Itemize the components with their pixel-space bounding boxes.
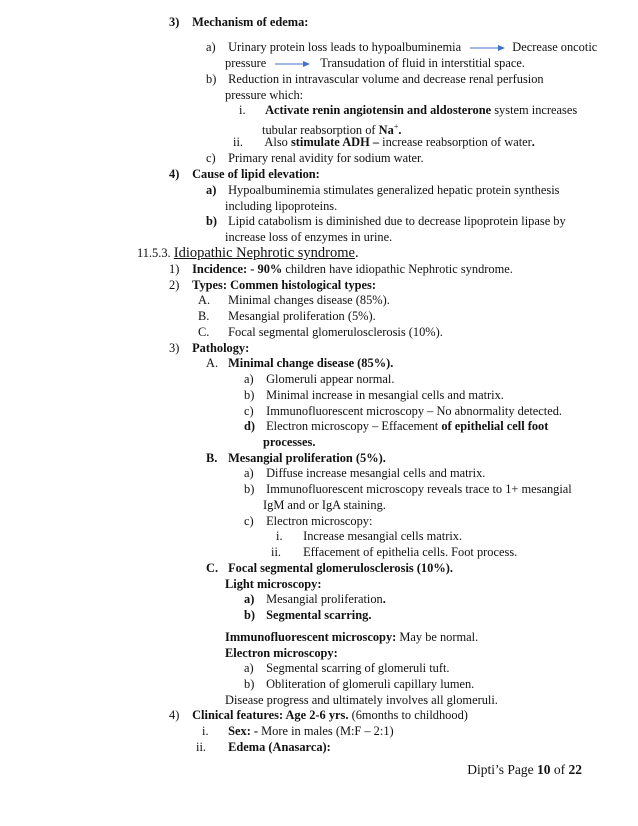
list-item	[206, 356, 393, 371]
section-title: Cause of lipid elevation:	[192, 167, 320, 181]
item-bold: Light microscopy:	[225, 577, 322, 591]
item-text: May be normal.	[396, 630, 479, 644]
item-text: Urinary protein loss leads to hypoalbuminemia	[228, 40, 462, 54]
section-3-heading	[169, 15, 308, 30]
period: .	[398, 123, 402, 138]
section-heading	[137, 244, 359, 262]
item-text: Immunofluorescent microscopy reveals trace to 1+ mesangial	[266, 482, 572, 496]
list-marker: a)	[244, 372, 254, 386]
item-text: More in males (M:F – 2:1)	[258, 724, 394, 738]
item-text: Effacement of epithelia cells. Foot process.	[303, 545, 518, 559]
list-marker: i.	[276, 529, 283, 543]
item-text: Mesangial proliferation (5%).	[228, 309, 376, 323]
list-marker: 4)	[169, 167, 180, 181]
item-text: Increase mesangial cells matrix.	[303, 529, 463, 543]
item-bold: stimulate ADH –	[290, 135, 380, 149]
list-item-continuation	[225, 88, 303, 103]
list-marker: 4)	[169, 708, 180, 722]
section-4-heading	[169, 167, 320, 182]
list-marker: a)	[206, 40, 216, 54]
list-marker: B.	[206, 451, 218, 465]
item-text: Primary renal avidity for sodium water.	[228, 151, 424, 165]
list-item	[244, 661, 450, 676]
item-text: Disease progress and ultimately involves all glomeruli.	[225, 693, 498, 707]
item-bold: Mesangial proliferation (5%).	[228, 451, 386, 465]
item-text: (6months to childhood)	[348, 708, 468, 722]
list-item	[239, 103, 577, 118]
period: .	[531, 135, 535, 149]
item-text: pressure which:	[225, 88, 304, 102]
item-bold: Incidence: - 90%	[192, 262, 283, 276]
list-item	[198, 325, 443, 340]
list-item-continuation	[263, 435, 315, 450]
list-marker: i.	[202, 724, 209, 738]
list-item	[271, 545, 517, 560]
list-marker: c)	[244, 404, 254, 418]
item-text: Obliteration of glomeruli capillary lumen.	[266, 677, 475, 691]
item-text: Electron microscopy – Effacement	[266, 419, 442, 433]
item-bold: Focal segmental glomerulosclerosis (10%).	[228, 561, 453, 575]
list-marker: ii.	[271, 545, 281, 559]
item-text: system increases	[491, 103, 578, 117]
page-footer	[467, 762, 582, 778]
sodium-symbol: Na	[378, 123, 394, 138]
list-item-continuation	[225, 199, 337, 214]
period: .	[382, 592, 386, 606]
list-marker: d)	[244, 419, 256, 433]
list-item	[169, 262, 513, 277]
item-bold: Sex: -	[228, 724, 259, 738]
item-bold: Pathology:	[192, 341, 250, 355]
item-bold: Types: Commen histological types:	[192, 278, 377, 292]
list-marker: 3)	[169, 341, 180, 355]
list-item-continuation	[225, 56, 525, 71]
list-marker: a)	[244, 592, 255, 606]
list-marker: C.	[198, 325, 210, 339]
period: .	[354, 245, 359, 261]
heading-number: 11.5.3.	[137, 246, 171, 260]
item-text: including lipoproteins.	[225, 199, 338, 213]
list-marker: C.	[206, 561, 219, 575]
list-item	[244, 608, 371, 623]
item-text: Immunofluorescent microscopy – No abnormality detected.	[266, 404, 563, 418]
list-item	[206, 561, 453, 576]
item-text: increase loss of enzymes in urine.	[225, 230, 393, 244]
list-marker: ii.	[233, 135, 243, 149]
item-text: IgM and or IgA staining.	[263, 498, 386, 512]
item-bold: Segmental scarring.	[266, 608, 372, 622]
list-item	[206, 151, 424, 166]
item-text: Minimal increase in mesangial cells and matrix.	[266, 388, 504, 402]
paragraph	[225, 693, 498, 708]
subheading	[225, 577, 321, 592]
list-item	[206, 451, 386, 466]
list-item	[206, 72, 544, 87]
item-bold: Electron microscopy:	[225, 646, 338, 660]
list-item	[244, 419, 548, 434]
list-marker: b)	[206, 72, 217, 86]
list-marker: a)	[206, 183, 217, 197]
arrow-right-icon	[470, 44, 506, 52]
item-text: Also	[264, 135, 291, 149]
arrow-right-icon	[275, 60, 311, 68]
item-text: Minimal changes disease (85%).	[228, 293, 390, 307]
list-item	[198, 309, 376, 324]
item-bold: of epithelial cell foot	[441, 419, 549, 433]
item-text: Hypoalbuminemia stimulates generalized hepatic protein synthesis	[228, 183, 560, 197]
list-item	[202, 724, 394, 739]
list-item	[169, 341, 249, 356]
item-text: Focal segmental glomerulosclerosis (10%).	[228, 325, 443, 339]
item-text: Diffuse increase mesangial cells and matrix.	[266, 466, 486, 480]
list-item-continuation	[225, 230, 392, 245]
item-text: Transudation of fluid in interstitial space.	[320, 56, 525, 70]
item-text: children have idiopathic Nephrotic syndrome.	[282, 262, 513, 276]
footer-text: Dipti’s Page	[467, 762, 537, 777]
superscript-plus: +	[393, 122, 399, 131]
list-item	[206, 40, 597, 55]
item-bold: Minimal change disease (85%).	[228, 356, 394, 370]
list-item	[276, 529, 462, 544]
list-marker: A.	[206, 356, 219, 370]
list-marker: ii.	[196, 740, 206, 754]
item-text: Segmental scarring of glomeruli tuft.	[266, 661, 450, 675]
list-marker: c)	[206, 151, 216, 165]
list-marker: a)	[244, 661, 254, 675]
list-item	[233, 135, 535, 150]
page-number: 10	[537, 762, 551, 777]
section-title: Mechanism of edema:	[192, 15, 309, 29]
item-bold: Edema (Anasarca):	[228, 740, 331, 754]
paragraph	[225, 630, 478, 645]
list-item	[196, 740, 331, 755]
list-marker: i.	[239, 103, 246, 117]
list-item	[169, 708, 468, 723]
list-item	[244, 404, 562, 419]
footer-text: of	[550, 762, 569, 777]
list-item	[206, 214, 566, 229]
list-marker: a)	[244, 466, 254, 480]
item-text: Reduction in intravascular volume and decrease renal perfusion	[228, 72, 544, 86]
subheading	[225, 646, 338, 661]
item-text: Electron microscopy:	[266, 514, 373, 528]
item-bold: Immunofluorescent microscopy:	[225, 630, 397, 644]
list-item	[244, 388, 504, 403]
list-item-continuation	[263, 498, 386, 513]
list-marker: b)	[206, 214, 218, 228]
list-marker: A.	[198, 293, 211, 307]
list-item	[244, 372, 394, 387]
list-marker: 1)	[169, 262, 180, 276]
heading-title: Idiopathic Nephrotic syndrome	[173, 245, 355, 261]
list-marker: 2)	[169, 278, 180, 292]
list-marker: b)	[244, 388, 255, 402]
item-text: pressure	[225, 56, 267, 70]
page-total: 22	[568, 762, 582, 777]
item-text: Glomeruli appear normal.	[266, 372, 395, 386]
list-marker: B.	[198, 309, 210, 323]
item-bold: Clinical features: Age 2-6 yrs.	[192, 708, 349, 722]
item-text: Decrease oncotic	[512, 40, 598, 54]
list-marker: b)	[244, 608, 256, 622]
list-item	[244, 514, 372, 529]
item-text: tubular reabsorption of	[262, 123, 379, 138]
item-text: Mesangial proliferation	[266, 592, 383, 606]
list-item	[244, 466, 485, 481]
list-marker: c)	[244, 514, 254, 528]
item-text: Lipid catabolism is diminished due to decrease lipoprotein lipase by	[228, 214, 566, 228]
list-item	[244, 592, 386, 607]
item-text: increase reabsorption of water	[379, 135, 532, 149]
list-marker: b)	[244, 677, 255, 691]
item-bold: Activate renin angiotensin and aldosterone	[265, 103, 492, 117]
list-item	[244, 677, 474, 692]
list-marker: 3)	[169, 15, 180, 29]
list-item	[206, 183, 559, 198]
list-item	[198, 293, 390, 308]
list-marker: b)	[244, 482, 255, 496]
item-bold: processes.	[263, 435, 316, 449]
list-item	[244, 482, 572, 497]
list-item	[169, 278, 376, 293]
